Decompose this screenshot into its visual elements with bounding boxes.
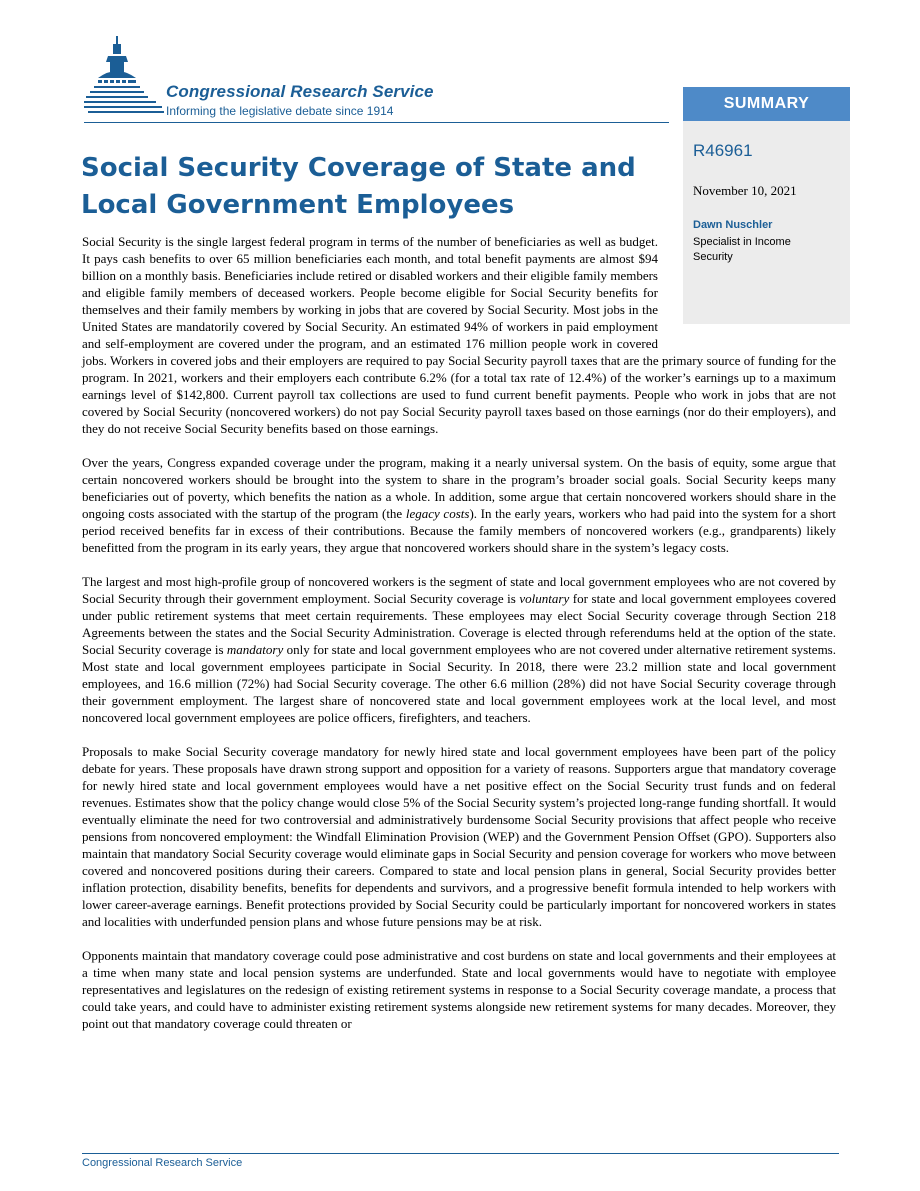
document-title: Social Security Coverage of State and Local Government Employees [81, 153, 636, 220]
body-paragraph [82, 573, 836, 726]
paragraph-text: for state and local government employees covered under public retirement systems that meet certain requirements. These employees may elect Social Security coverage through Section 218 Agreements between the states and the Social Security Administration. Coverage is elected through referendums held at the option of the state. Social Security coverage is [82, 591, 836, 657]
paragraph-list [82, 233, 836, 1032]
body-paragraph [82, 454, 836, 556]
author-title: Specialist in Income Security [693, 236, 791, 263]
summary-panel-spacer [658, 233, 836, 339]
paragraph-text: The largest and most high-profile group of noncovered workers is the segment of state and local government employees who are not covered by Social Security through their government employment. Social Security coverage is [82, 574, 836, 606]
org-name: Congressional Research Service [166, 82, 434, 101]
org-tagline: Informing the legislative debate since 1914 [166, 104, 394, 118]
paragraph-text: Proposals to make Social Security coverage mandatory for newly hired state and local government employees have been part of the policy debate for years. These proposals have drawn strong support and opposition for a variety of reasons. Supporters argue that mandatory coverage for newly hired state and local government employees would have a net positive effect on the Social Security trust funds and on federal revenues. Estimates show that the policy change would close 5% of the Social Security system’s projected long-range funding shortfall. It would eventually eliminate the need for two controversial and administratively burdensome Social Security provisions that affect people who receive pensions from noncovered employment: the Windfall Elimination Provision (WEP) and the Government Pension Offset (GPO). Supporters also maintain that mandatory Social Security coverage would eliminate gaps in Social Security and pension coverage for workers who move between covered and noncovered positions during their careers. Compared to state and local pension plans in general, Social Security provides better inflation protection, disability benefits, benefits for dependents and survivors, and a progressive benefit formula intended to help workers with lower career-average earnings. Benefit protections provided by Social Security could be particularly important for noncovered workers in states and localities with underfunded pension plans and whose future pensions may be at risk. [82, 744, 836, 929]
report-number: R46961 [693, 141, 753, 160]
author-name: Dawn Nuschler [693, 219, 773, 231]
report-date: November 10, 2021 [693, 183, 797, 198]
emphasized-text: mandatory [226, 642, 284, 657]
emphasized-text: voluntary [519, 591, 570, 606]
paragraph-text: ). In the early years, workers who had paid into the system for a short period received benefits far in excess of their contributions. Because the family members of noncovered workers (e.g., grandparents) likely benefitted from the program in its early years, they argue that noncovered workers should share in the system’s legacy costs. [82, 506, 837, 555]
body-paragraph [82, 743, 836, 930]
paragraph-text: Opponents maintain that mandatory coverage could pose administrative and cost burdens on state and local governments and their employees at a time when many state and local pension systems are underfunded. State and local governments would have to negotiate with employee representatives and legislatures on the redesign of existing retirement systems in response to a Social Security coverage mandate, a process that could take years, and could have to administer existing retirement systems alongside new retirement systems for many decades. Moreover, they point out that mandatory coverage could threaten or [82, 948, 836, 1031]
body-paragraph [82, 947, 836, 1032]
paragraph-text: Social Security is the single largest federal program in terms of the number of beneficiaries as well as budget. It pays cash benefits to over 65 million beneficiaries each month, and total benefit payments are almost $94 billion on a monthly basis. Beneficiaries include retired or disabled workers and their eligible family members and eligible family members of deceased workers. People become eligible for Social Security benefits for themselves and their family members by working in jobs that are covered by Social Security. Most jobs in the United States are mandatorily covered by Social Security. An estimated 94% of workers in paid employment and self-employment are covered under the program, and an estimated 176 million people work in covered jobs. Workers in covered jobs and their employers are required to pay Social Security payroll taxes that are the primary source of funding for the program. In 2021, workers and their employers each contribute 6.2% (for a total tax rate of 12.4%) of the worker’s earnings up to a maximum earnings level of $142,800. Current payroll tax collections are used to fund current benefit payments. People who work in jobs that are not covered by Social Security (noncovered workers) do not pay Social Security payroll taxes based on those earnings (nor do their employers), and they do not receive Social Security benefits based on those earnings. [82, 234, 836, 436]
capitol-dome-icon [84, 34, 168, 124]
paragraph-text: only for state and local government employees who are not covered under alternative retirement systems. Most state and local government employees participate in Social Security. In 2018, there were 23.2 million state and local government employees, and 16.6 million (72%) had Social Security coverage. The other 6.6 million (28%) did not have Social Security coverage through their government employment. The largest share of noncovered state and local government employees work at the local level, and most noncovered local government employees are police officers, firefighters, and teachers. [82, 642, 836, 725]
header-divider [84, 122, 669, 123]
summary-heading: SUMMARY [683, 87, 850, 121]
document-body [82, 233, 836, 1049]
footer-org-name: Congressional Research Service [82, 1157, 243, 1169]
emphasized-text: legacy costs [405, 506, 470, 521]
footer-divider [82, 1153, 839, 1154]
crs-logo [84, 34, 484, 124]
paragraph-text: Over the years, Congress expanded coverage under the program, making it a nearly universal system. On the basis of equity, some argue that certain noncovered workers should be brought into the system to share in the program’s broader social goals. Social Security keeps many beneficiaries out of poverty, which benefits the nation as a whole. In addition, some argue that certain noncovered workers should share in the ongoing costs associated with the startup of the program (the [82, 455, 836, 521]
